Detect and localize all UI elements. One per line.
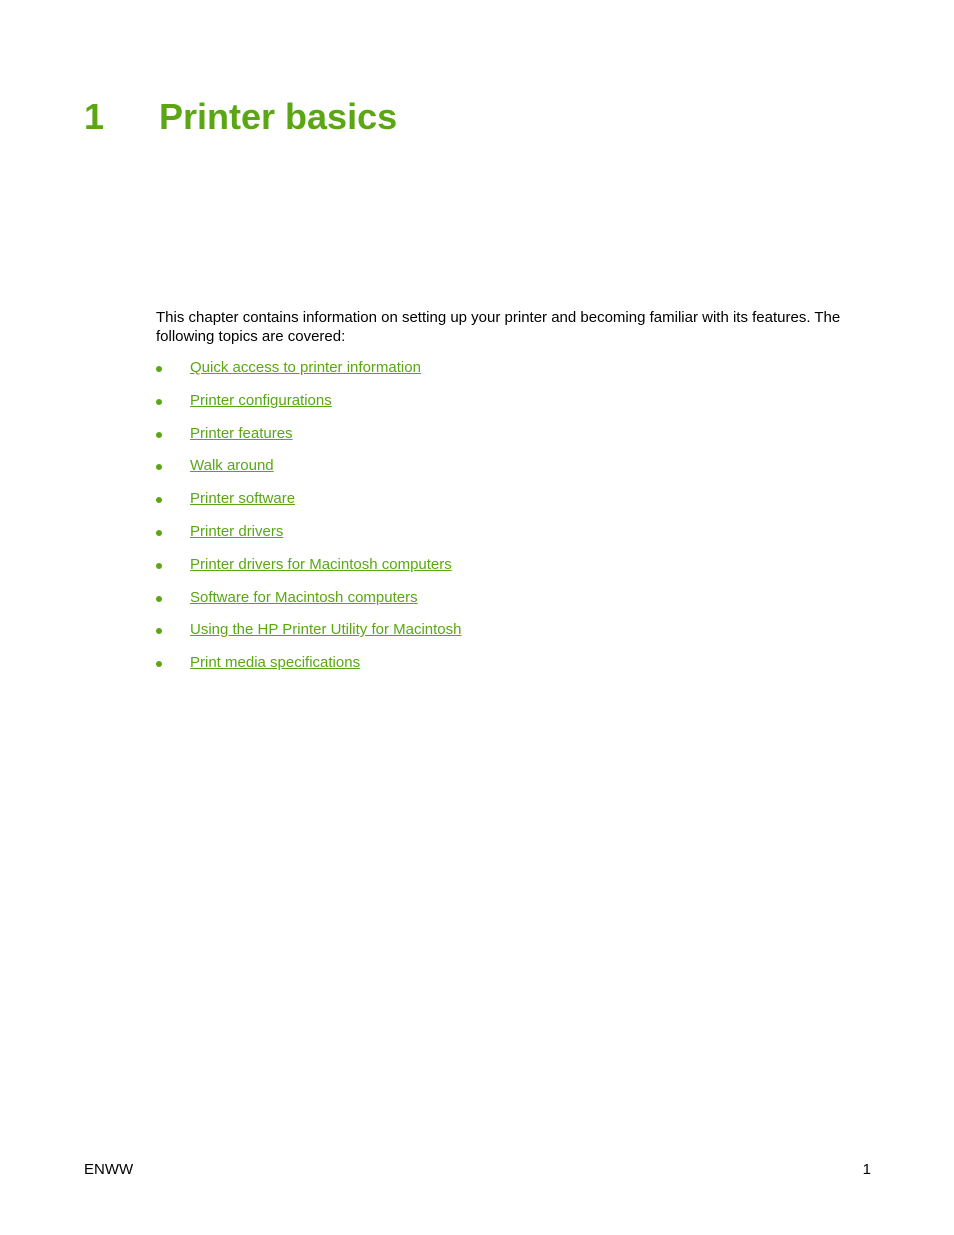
- bullet-icon: [156, 628, 162, 634]
- chapter-number: 1: [84, 96, 105, 137]
- topic-link-printer-configurations[interactable]: Printer configurations: [190, 391, 332, 409]
- bullet-icon: [156, 563, 162, 569]
- topic-link-printer-features[interactable]: Printer features: [190, 424, 293, 442]
- bullet-icon: [156, 432, 162, 438]
- topic-link-walk-around[interactable]: Walk around: [190, 457, 274, 475]
- topic-link-print-media-specifications[interactable]: Print media specifications: [190, 654, 361, 672]
- topic-link-hp-printer-utility[interactable]: Using the HP Printer Utility for Macintosh: [190, 621, 462, 639]
- bullet-icon: [156, 596, 162, 602]
- bullet-icon: [156, 366, 162, 372]
- bullet-icon: [156, 464, 162, 470]
- topic-link-software-macintosh[interactable]: Software for Macintosh computers: [190, 588, 418, 606]
- chapter-heading: [84, 95, 397, 139]
- page-number: 1: [862, 1161, 871, 1178]
- bullet-icon: [156, 661, 162, 667]
- topic-link-quick-access[interactable]: Quick access to printer information: [190, 359, 421, 376]
- bullet-icon: [156, 497, 162, 503]
- bullet-icon: [156, 530, 162, 536]
- bullet-icon: [156, 399, 162, 405]
- topic-link-printer-drivers[interactable]: Printer drivers: [190, 522, 284, 540]
- topic-link-printer-drivers-macintosh[interactable]: Printer drivers for Macintosh computers: [190, 555, 452, 573]
- intro-paragraph: This chapter contains information on setting up your printer and becoming familiar with its features. The following topics are covered:: [156, 309, 841, 345]
- footer-label: ENWW: [84, 1161, 134, 1178]
- chapter-title: Printer basics: [159, 96, 398, 137]
- topic-link-printer-software[interactable]: Printer software: [190, 490, 296, 508]
